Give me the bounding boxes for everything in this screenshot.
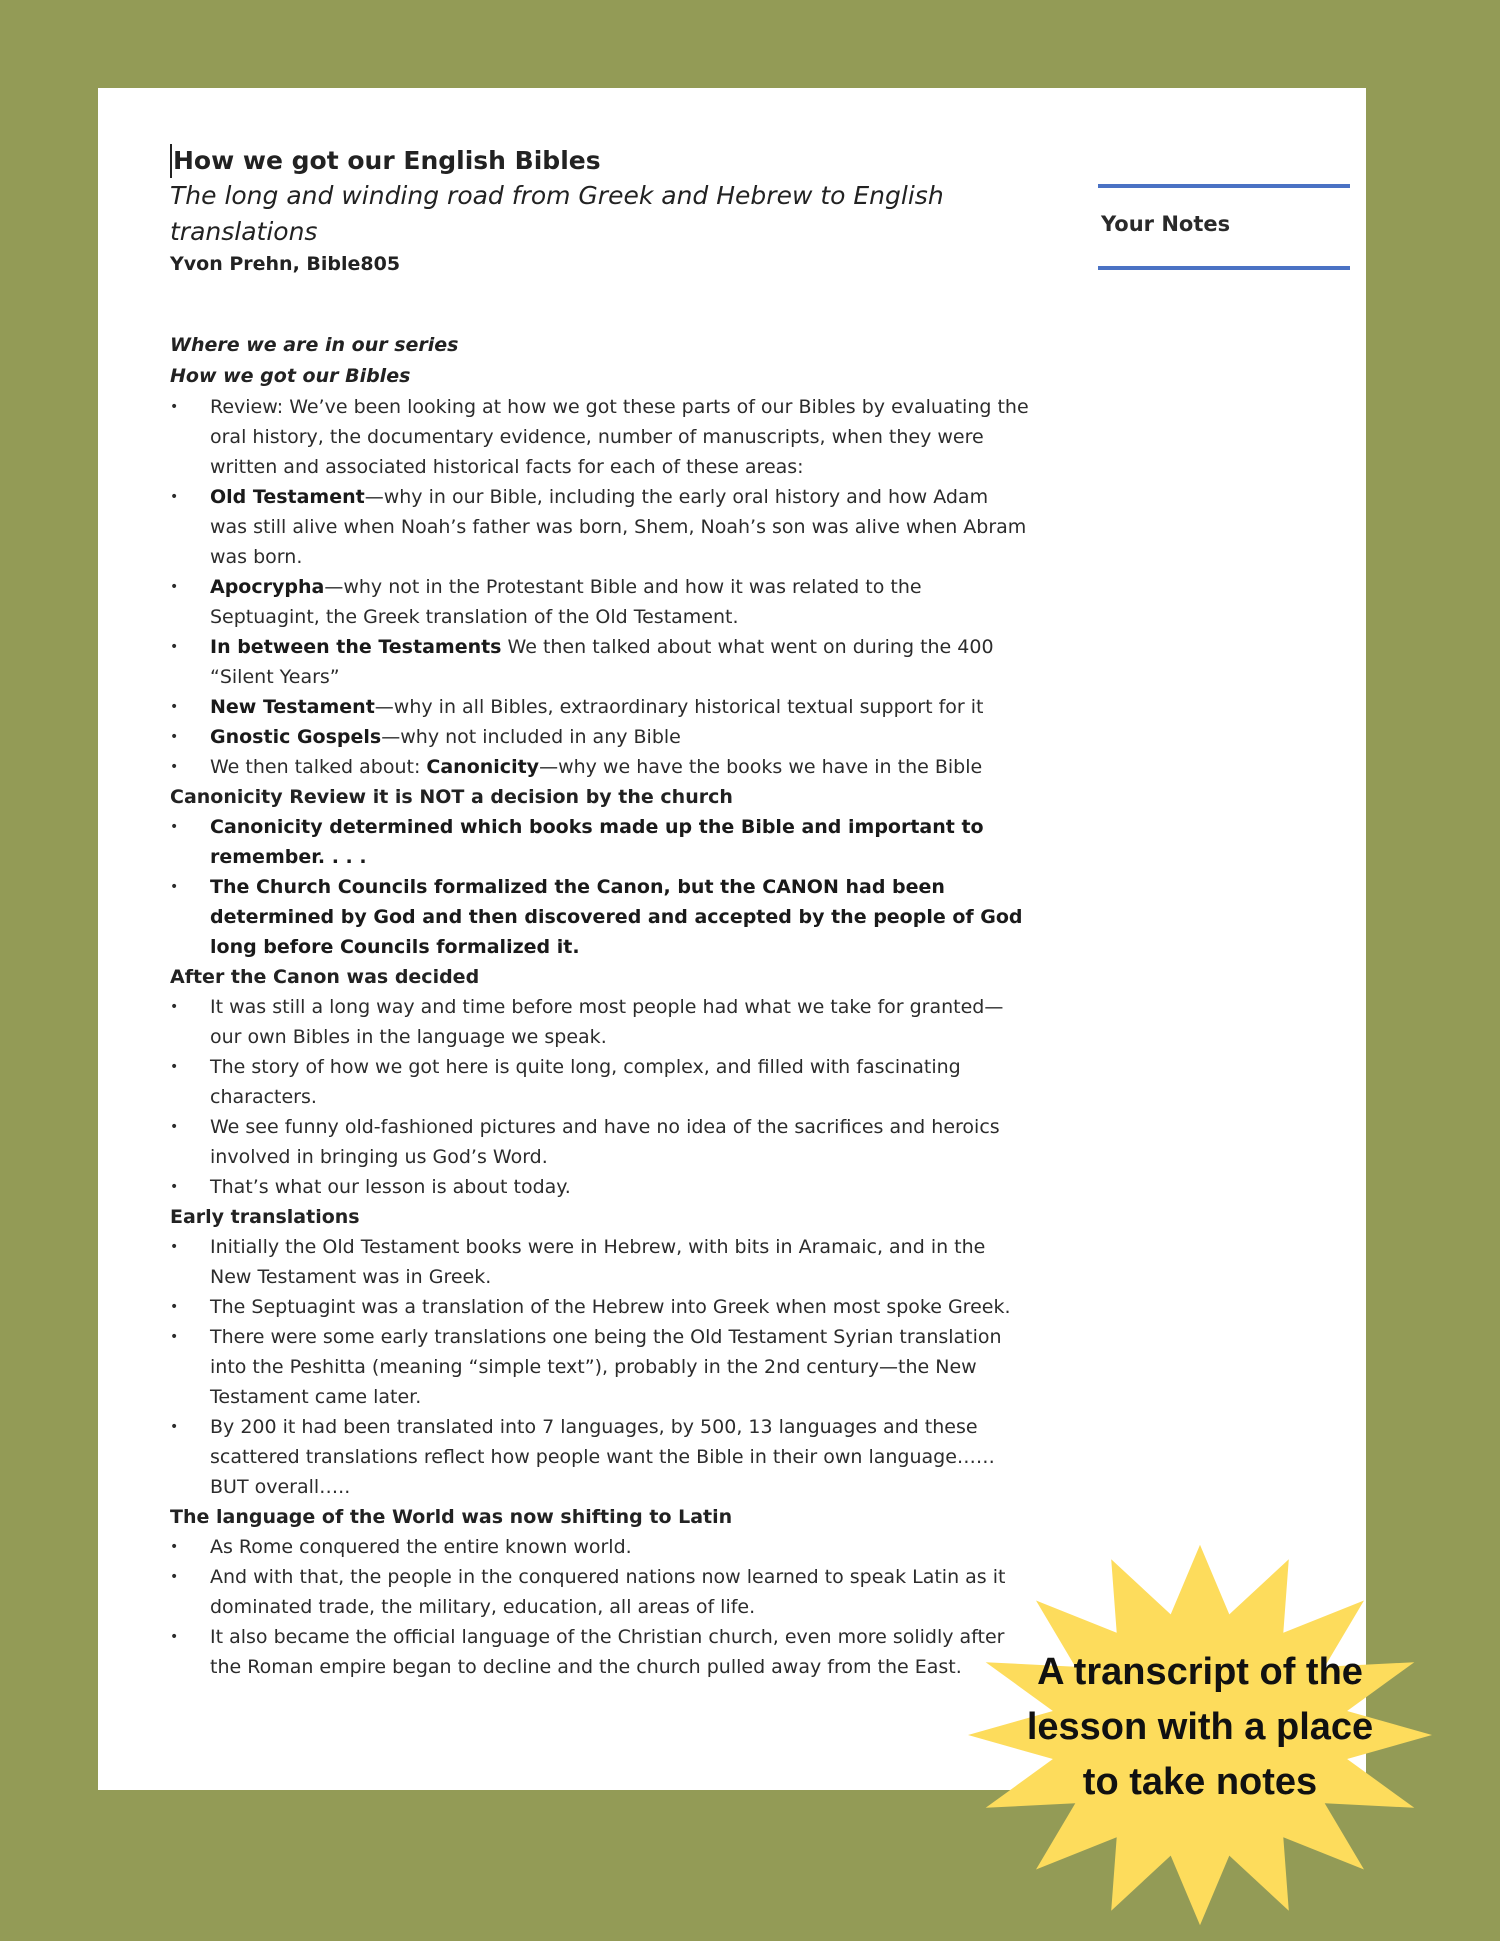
item-text: Review: We’ve been looking at how we got these parts of our Bibles by evaluating the oral history, the documentary evidence, number of manuscripts, when they were written and associated historical facts for each of these areas: [210, 396, 1029, 478]
section-heading: How we got our Bibles [170, 365, 411, 387]
notes-column-header [1098, 184, 1350, 270]
section-heading: Early translations [170, 1206, 360, 1228]
list-item [170, 482, 1030, 572]
list-item [170, 1562, 1030, 1622]
list-item [170, 1232, 1030, 1292]
item-text: As Rome conquered the entire known world. [210, 1536, 632, 1558]
item-text: It also became the official language of the Christian church, even more solidly after the Roman empire began to decline and the church pulled away from the East. [210, 1626, 1005, 1678]
notes-label: Your Notes [1101, 212, 1231, 236]
list-item [170, 992, 1030, 1052]
callout-line: lesson with a place [1026, 1706, 1374, 1748]
item-text: —why we have the books we have in the Bible [539, 756, 983, 778]
item-term: Gnostic Gospels [210, 726, 382, 748]
item-prefix: We then talked about: [210, 756, 427, 778]
list-item [170, 722, 1030, 752]
list-item [170, 572, 1030, 632]
item-text: Initially the Old Testament books were in Hebrew, with bits in Aramaic, and in the New Testament was in Greek. [210, 1236, 986, 1288]
section-heading: Canonicity Review it is NOT a decision by the church [170, 786, 733, 808]
item-text: That’s what our lesson is about today. [210, 1176, 571, 1198]
document-author: Yvon Prehn, Bible805 [170, 253, 401, 275]
item-bold-text: The Church Councils formalized the Canon, but the CANON had been determined by God and then discovered and accepted by the people of God long before Councils formalized it. [210, 876, 1023, 958]
item-text: The Septuagint was a translation of the Hebrew into Greek when most spoke Greek. [210, 1296, 1011, 1318]
list-item [170, 692, 1030, 722]
callout-line: A transcript of the [1037, 1651, 1363, 1693]
transcript [170, 144, 1030, 1682]
list-item [170, 1052, 1030, 1112]
item-text: —why not in the Protestant Bible and how it was related to the Septuagint, the Greek translation of the Old Testament. [210, 576, 922, 628]
document-subtitle: The long and winding road from Greek and Hebrew to English translations [170, 181, 944, 246]
document-title: How we got our English Bibles [170, 144, 1030, 178]
item-text: —why in our Bible, including the early oral history and how Adam was still alive when Noah’s father was born, Shem, Noah’s son was alive when Abram was born. [210, 486, 1027, 568]
item-text: By 200 it had been translated into 7 languages, by 500, 13 languages and these scattered translations reflect how people want the Bible in their own language……BUT overall….. [210, 1416, 995, 1498]
item-text: We see funny old-fashioned pictures and have no idea of the sacrifices and heroics involved in bringing us God’s Word. [210, 1116, 1000, 1168]
list-item [170, 632, 1030, 692]
section-heading: After the Canon was decided [170, 966, 480, 988]
list-item [170, 392, 1030, 482]
list-item [170, 1412, 1030, 1502]
list-item [170, 1112, 1030, 1172]
item-term: Old Testament [210, 486, 365, 508]
item-term: Canonicity [426, 756, 540, 778]
item-bold-text: Canonicity determined which books made up the Bible and important to remember. . . . [210, 816, 984, 868]
item-term: In between the Testaments [210, 636, 502, 658]
item-text: It was still a long way and time before most people had what we take for granted—our own Bibles in the language we speak. [210, 996, 1004, 1048]
item-text: We then talked about what went on during the 400 “Silent Years” [210, 636, 994, 688]
bullet-list [170, 1232, 1030, 1502]
list-item [170, 872, 1030, 962]
bullet-list [170, 992, 1030, 1202]
section-heading: The language of the World was now shifting to Latin [170, 1506, 733, 1528]
item-text: —why in all Bibles, extraordinary historical textual support for it [374, 696, 984, 718]
list-item [170, 1532, 1030, 1562]
item-term: New Testament [210, 696, 375, 718]
bullet-list [170, 392, 1030, 782]
item-text: The story of how we got here is quite long, complex, and filled with fascinating characters. [210, 1056, 961, 1108]
list-item [170, 1322, 1030, 1412]
item-text: And with that, the people in the conquered nations now learned to speak Latin as it dominated trade, the military, education, all areas of life. [210, 1566, 1006, 1618]
section-heading: Where we are in our series [170, 334, 459, 356]
list-item [170, 1172, 1030, 1202]
list-item [170, 1622, 1030, 1682]
list-item [170, 1292, 1030, 1322]
sections-container [170, 330, 1030, 1682]
item-text: —why not included in any Bible [381, 726, 681, 748]
bullet-list [170, 812, 1030, 962]
list-item [170, 812, 1030, 872]
item-text: There were some early translations one being the Old Testament Syrian translation into the Peshitta (meaning “simple text”), probably in the 2nd century—the New Testament came later. [210, 1326, 1002, 1408]
list-item [170, 752, 1030, 782]
callout-line: to take notes [1082, 1761, 1318, 1803]
item-term: Apocrypha [210, 576, 325, 598]
document-page [98, 88, 1366, 1790]
callout-text [960, 1645, 1440, 1810]
bullet-list [170, 1532, 1030, 1682]
